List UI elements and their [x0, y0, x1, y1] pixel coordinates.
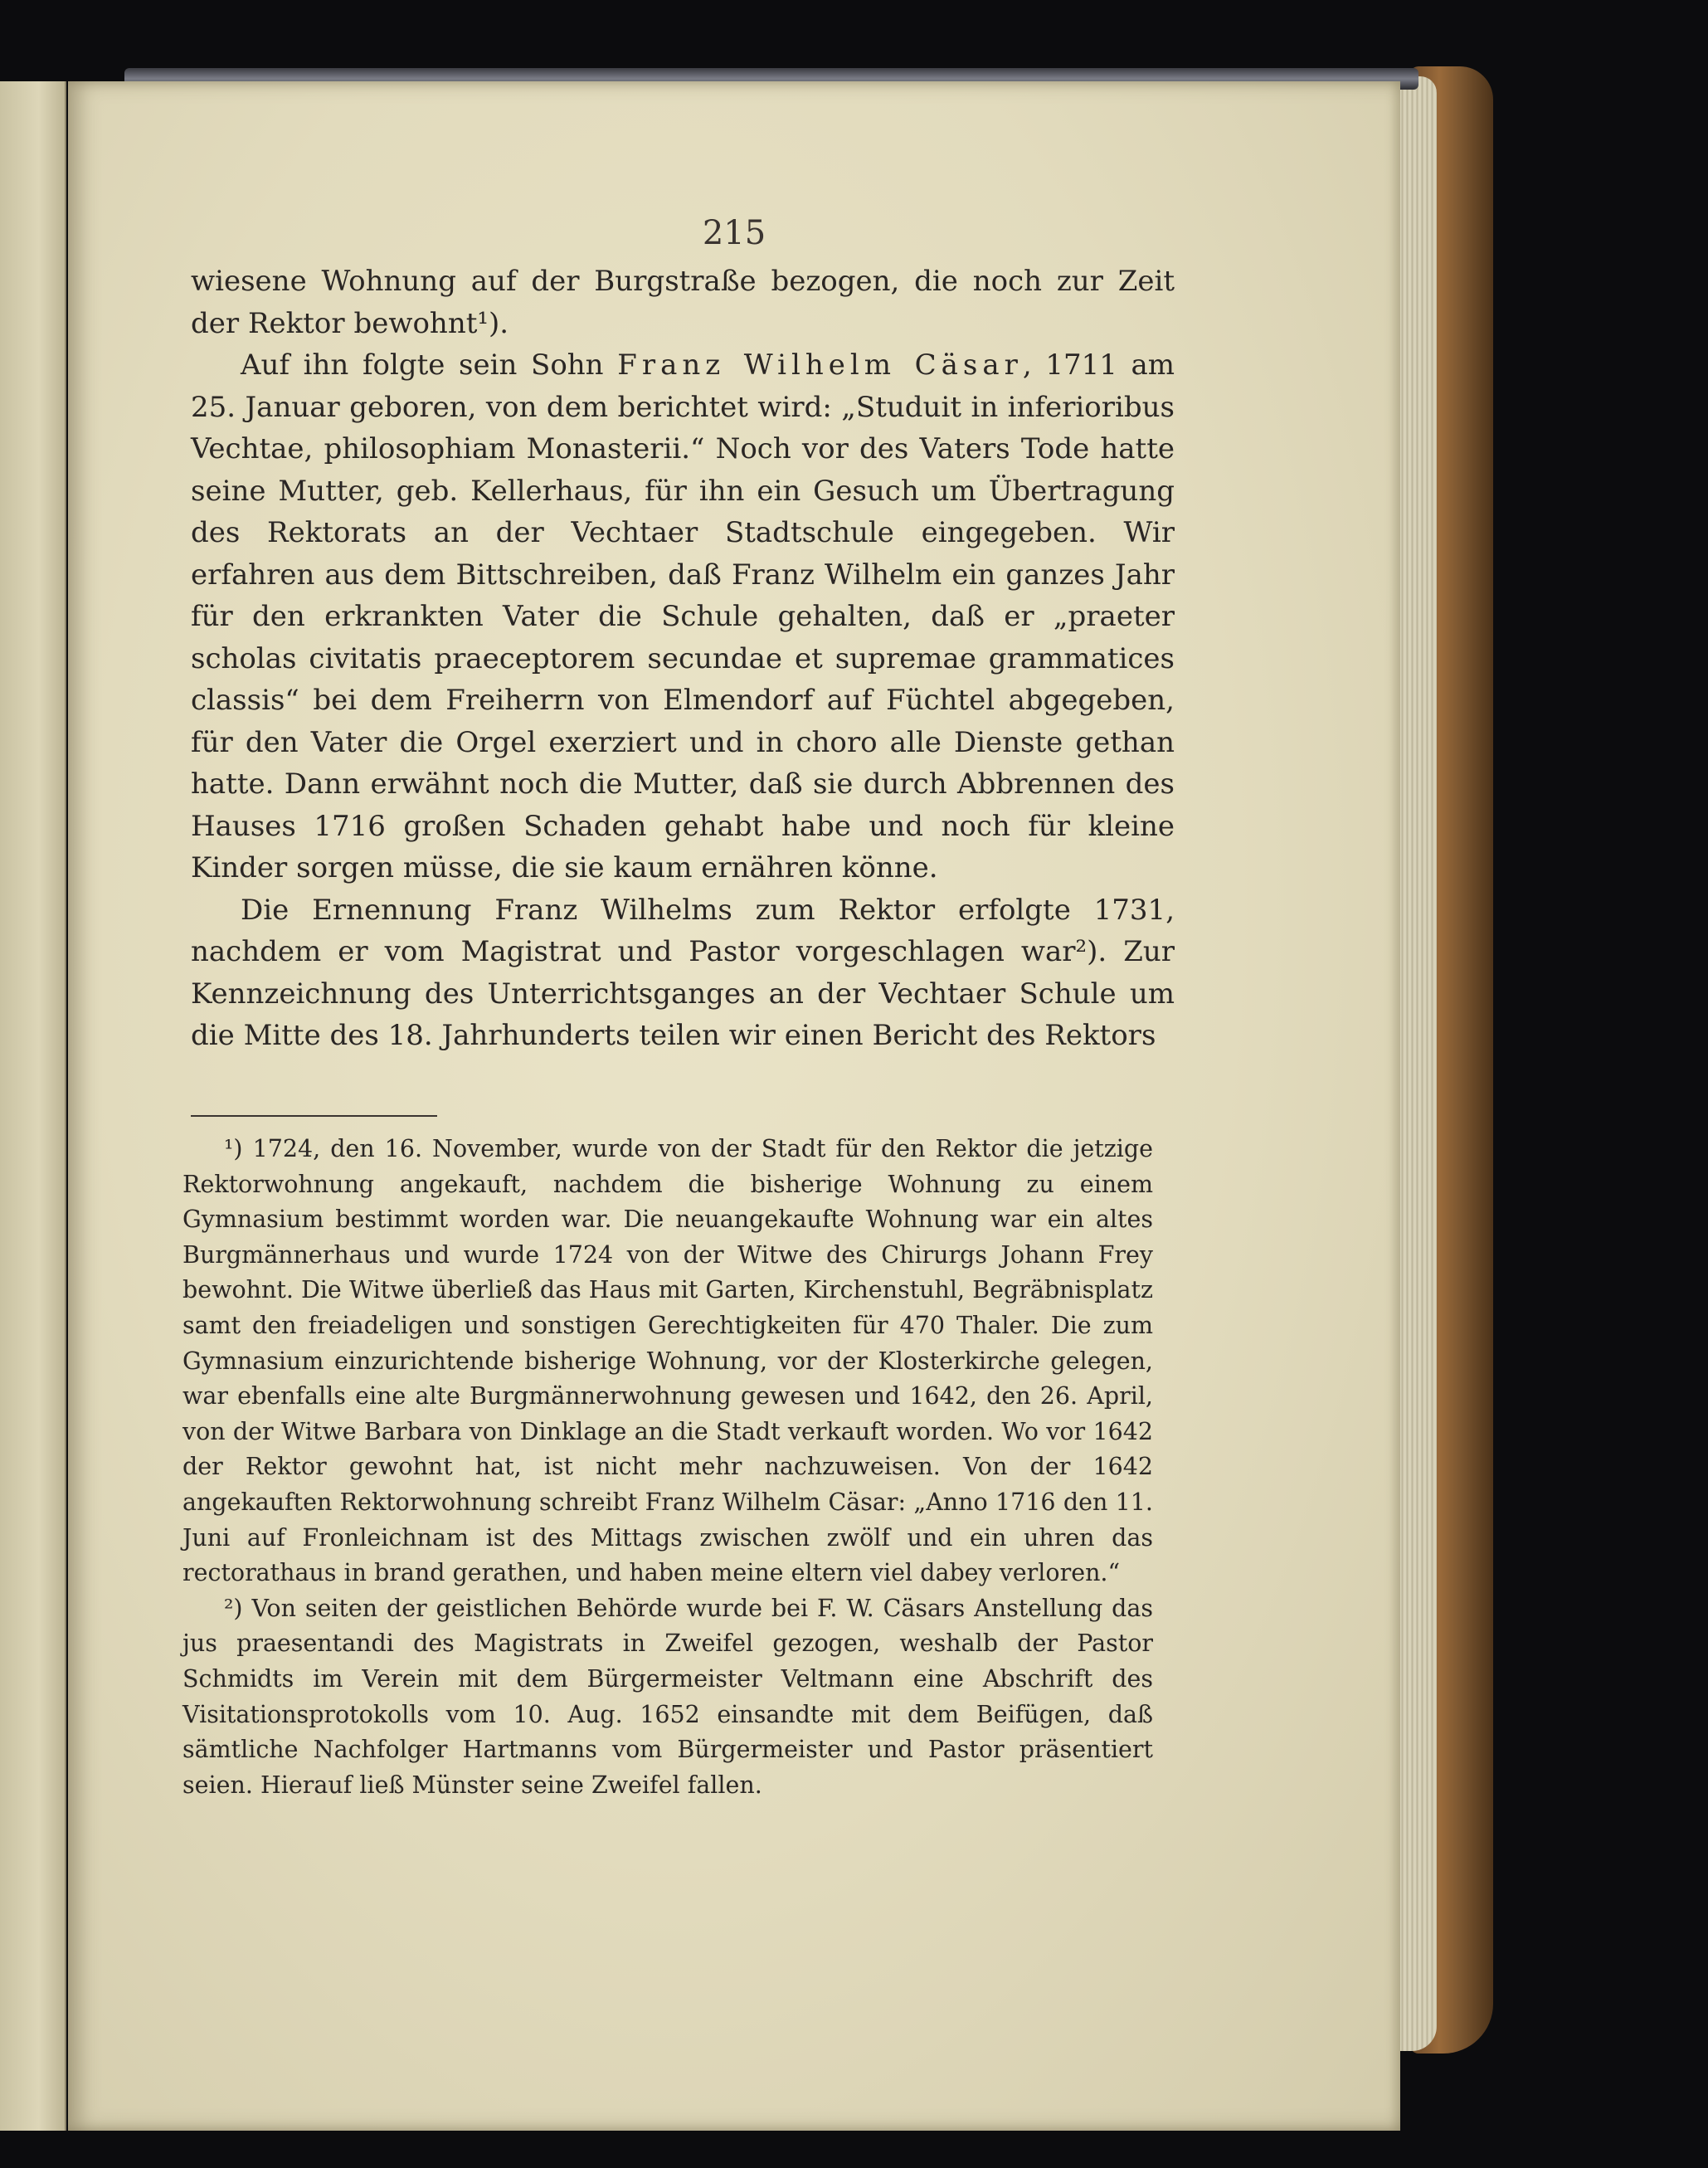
page-number: 215 — [702, 214, 766, 252]
paragraph-2 — [191, 344, 1175, 889]
footnotes — [182, 1132, 1153, 1803]
paragraph-2-lead: Auf ihn folgte sein Sohn — [241, 348, 604, 382]
paragraph-3: Die Ernennung Franz Wilhelms zum Rektor erfolgte 1731, nachdem er vom Magistrat und Pastor vorgeschlagen war²). Zur Kennzeichnung des Unterrichtsganges an der Vechtaer Schule um die Mitte des 18. Jahrhunderts teilen wir einen Bericht des Rektors — [191, 893, 1175, 1052]
footnote-separator — [191, 1115, 437, 1117]
book-page — [68, 81, 1400, 2131]
paragraph-1: wiesene Wohnung auf der Burgstraße bezogen, die noch zur Zeit der Rektor bewohnt¹). — [191, 265, 1175, 340]
paragraph-2-year: , 1711 — [1022, 348, 1117, 382]
previous-page-edge — [0, 81, 66, 2131]
footnote-2: ²) Von seiten der geistlichen Behörde wurde bei F. W. Cäsars Anstellung das jus praesentandi des Magistrats in Zweifel gezogen, weshalb der Pastor Schmidts im Verein mit dem Bürgermeister Veltmann eine Abschrift des Visitationsprotokolls vom 10. Aug. 1652 einsandte mit dem Beifügen, daß sämtliche Nachfolger Hartmanns vom Bürgermeister und Pastor präsentiert seien. Hierauf ließ Münster seine Zweifel fallen. — [182, 1594, 1153, 1799]
body-text — [191, 261, 1175, 1057]
paragraph-2-body: am 25. Januar geboren, von dem berichtet wird: „Studuit in inferioribus Vechtae, philosophiam Monasterii.“ Noch vor des Vaters Tode hatte seine Mutter, geb. Kellerhaus, für ihn ein Gesuch um Übertragung des Rektorats an der Vechtaer Stadtschule eingegeben. Wir erfahren aus dem Bittschreiben, daß Franz Wilhelm ein ganzes Jahr für den erkrankten Vater die Schule gehalten, daß er „praeter scholas civitatis praeceptorem secundae et supremae grammatices classis“ bei dem Freiherrn von Elmendorf auf Füchtel abgegeben, für den Vater die Orgel exerziert und in choro alle Dienste gethan hatte. Dann erwähnt noch die Mutter, daß sie durch Abbrennen des Hauses 1716 großen Schaden gehabt habe und noch für kleine Kinder sorgen müsse, die sie kaum ernähren könne. — [191, 348, 1175, 884]
person-name-spaced: Franz Wilhelm Cäsar — [617, 348, 1023, 382]
footnote-1: ¹) 1724, den 16. November, wurde von der Stadt für den Rektor die jetzige Rektorwohnung angekauft, nachdem die bisherige Wohnung zu einem Gymnasium bestimmt worden war. Die neuangekaufte Wohnung war ein altes Burgmännerhaus und wurde 1724 von der Witwe des Chirurgs Johann Frey bewohnt. Die Witwe überließ das Haus mit Garten, Kirchenstuhl, Begräbnisplatz samt den freiadeligen und sonstigen Gerechtigkeiten für 470 Thaler. Die zum Gymnasium einzurichtende bisherige Wohnung, vor der Klosterkirche gelegen, war ebenfalls eine alte Burgmännerwohnung gewesen und 1642, den 26. April, von der Witwe Barbara von Dinklage an die Stadt verkauft worden. Wo vor 1642 der Rektor gewohnt hat, ist nicht mehr nachzuweisen. Von der 1642 angekauften Rektorwohnung schreibt Franz Wilhelm Cäsar: „Anno 1716 den 11. Juni auf Fronleichnam ist des Mittags zwischen zwölf und ein uhren das rectorathaus in brand gerathen, und haben meine eltern viel dabey verloren.“ — [182, 1135, 1153, 1587]
